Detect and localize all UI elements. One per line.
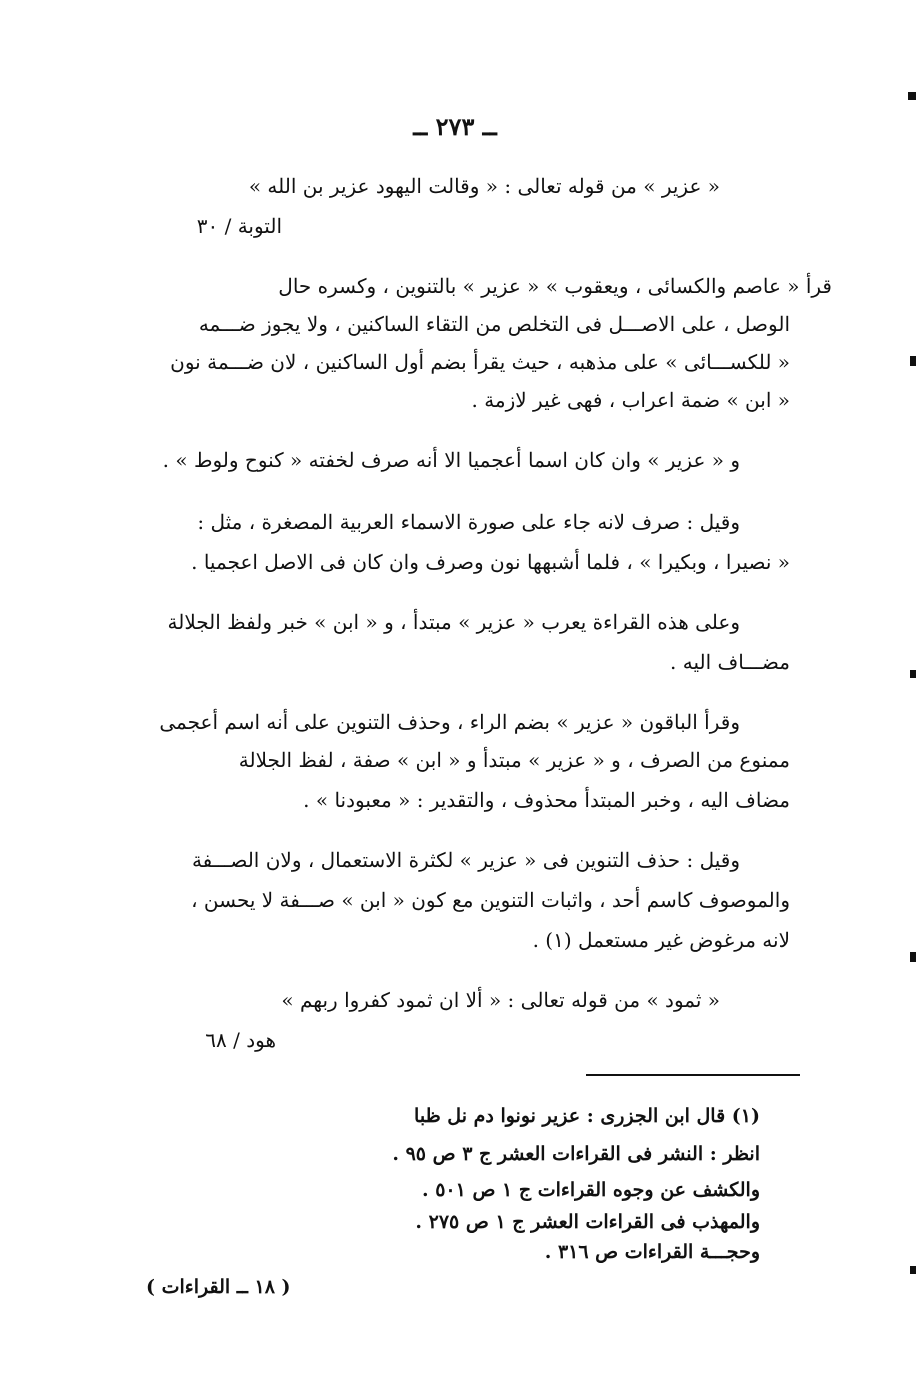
footnote-divider (586, 1074, 800, 1076)
body-line: والموصوف كاسم أحد ، واثبات التنوين مع كون « ابن » صـــفة لا يحسن ، (191, 888, 790, 912)
footnote-line: انظر : النشر فى القراءات العشر ج ٣ ص ٩٥ . (392, 1143, 760, 1165)
scan-mark (908, 92, 916, 100)
body-line: « ثمود » من قوله تعالى : « ألا ان ثمود كفروا ربهم » (281, 988, 720, 1012)
body-line: وقيل : حذف التنوين فى « عزير » لكثرة الاستعمال ، ولان الصـــفة (191, 848, 740, 872)
body-line: الوصل ، على الاصـــل فى التخلص من التقاء الساكنين ، ولا يجوز ضـــمه (198, 312, 790, 336)
body-line: « ابن » ضمة اعراب ، فهى غير لازمة . (471, 388, 790, 412)
body-line: وعلى هذه القراءة يعرب « عزير » مبتدأ ، و « ابن » خبر ولفظ الجلالة (167, 610, 740, 634)
scan-mark (910, 952, 916, 962)
page-number: ــ ٢٧٣ ــ (413, 112, 497, 141)
body-line: لانه مرغوض غير مستعمل (١) . (532, 928, 790, 952)
body-line: « نصيرا ، وبكيرا » ، فلما أشبهها نون وصرف وان كان فى الاصل اعجميا . (191, 550, 790, 574)
body-line: و « عزير » وان كان اسما أعجميا الا أنه صرف لخفته « كنوح ولوط » . (162, 448, 740, 472)
footnote-line: (١) قال ابن الجزرى : عزير نونوا دم نل ظبا (414, 1105, 760, 1127)
signature-mark: ( ١٨ ــ القراءات ) (146, 1276, 291, 1298)
body-line: وقرأ الباقون « عزير » بضم الراء ، وحذف التنوين على أنه اسم أعجمى (159, 710, 740, 734)
footnote-line: والمهذب فى القراءات العشر ج ١ ص ٢٧٥ . (415, 1211, 760, 1233)
scan-mark (910, 670, 916, 678)
body-line: وقيل : صرف لانه جاء على صورة الاسماء العربية المصغرة ، مثل : (197, 510, 740, 534)
footnote-line: والكشف عن وجوه القراءات ج ١ ص ٥٠١ . (421, 1179, 760, 1201)
body-line: مضاف اليه ، وخبر المبتدأ محذوف ، والتقدير : « معبودنا » . (303, 788, 790, 812)
scan-mark (910, 356, 916, 366)
body-line: التوبة / ٣٠ (196, 214, 282, 238)
body-line: قرأ « عاصم والكسائى ، ويعقوب » « عزير » بالتنوين ، وكسره حال (278, 274, 832, 298)
body-line: ممنوع من الصرف ، و « عزير » مبتدأ و « ابن » صفة ، لفظ الجلالة (238, 748, 790, 772)
body-line: « للكســـائى » على مذهبه ، حيث يقرأ بضم أول الساكنين ، لان ضـــمة نون (170, 350, 790, 374)
body-line: هود / ٦٨ (205, 1028, 276, 1052)
body-line: مضـــاف اليه . (670, 650, 790, 674)
scan-mark (910, 1266, 916, 1274)
body-line: « عزير » من قوله تعالى : « وقالت اليهود عزير بن الله » (248, 174, 720, 198)
footnote-line: وحجـــة القراءات ص ٣١٦ . (544, 1241, 760, 1263)
